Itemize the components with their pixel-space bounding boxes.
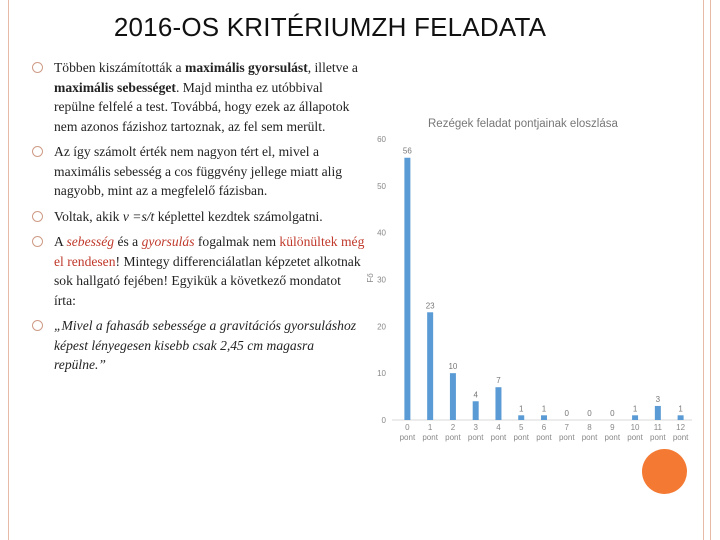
x-tick-label-unit: pont [422, 433, 438, 442]
x-tick-label-number: 10 [630, 423, 640, 432]
chart-title: Rezégek feladat pontjainak eloszlása [428, 118, 618, 130]
bar-data-label: 1 [541, 404, 547, 414]
x-tick-label-unit: pont [650, 433, 666, 442]
bullet-text-segment: különültek még el rendesen [54, 234, 365, 269]
bullet-circle-icon [32, 320, 43, 331]
y-tick-label: 30 [377, 275, 386, 285]
x-tick-label-unit: pont [604, 433, 621, 442]
bar-data-label: 4 [473, 390, 478, 400]
bullet-text-segment: v =s/t [122, 208, 155, 224]
bar-data-label: 0 [610, 409, 615, 418]
bar [655, 406, 661, 420]
bullet-text-segment: maximális sebességet [54, 79, 176, 95]
bullet-item [30, 316, 365, 375]
bullet-text-segment: Voltak, akik [54, 208, 123, 224]
bar [404, 158, 410, 420]
bullet-text-segment: , illetve a [307, 60, 358, 75]
bar-data-label: 10 [448, 362, 458, 372]
bullet-item [30, 232, 365, 310]
bar [541, 415, 547, 420]
x-tick-label-number: 9 [610, 423, 615, 432]
x-tick-label-number: 6 [541, 423, 547, 432]
bullet-text-segment: Többen kiszámították a [54, 60, 185, 75]
x-tick-label-unit: pont [399, 433, 416, 442]
bullet-circle-icon [32, 211, 43, 222]
bar-data-label: 1 [678, 404, 683, 414]
bar [678, 415, 684, 420]
bar-data-label: 0 [564, 409, 569, 418]
bar [427, 312, 433, 420]
x-tick-label-unit: pont [467, 433, 484, 442]
bullet-text-segment: . Majd mintha ez utóbbival repülne felfelé a test. Továbbá, hogy ezek az állapotok nem azonos fázishoz tartoznak, az fel sem merült. [54, 79, 350, 134]
decorative-border-line-right-1 [703, 0, 704, 540]
bullet-text-segment: és a [114, 234, 142, 249]
x-tick-label-number: 12 [676, 423, 686, 432]
bullet-text-segment: fogalmak nem [194, 234, 280, 249]
x-tick-label-number: 3 [473, 423, 478, 432]
bullet-list [30, 58, 365, 381]
y-tick-label: 0 [381, 416, 386, 425]
x-tick-label-number: 11 [653, 423, 663, 432]
x-tick-label-number: 5 [519, 423, 524, 432]
bar-data-label: 1 [519, 404, 524, 414]
x-tick-label-unit: pont [672, 433, 689, 442]
bullet-text-segment: sebesség [66, 234, 115, 249]
x-tick-label-unit: pont [536, 433, 552, 442]
x-tick-label-number: 4 [496, 423, 501, 432]
bullet-text-segment: maximális gyorsulást [185, 60, 308, 75]
bullet-item [30, 58, 365, 136]
bar-data-label: 0 [587, 409, 592, 418]
y-tick-label: 10 [377, 369, 386, 379]
x-tick-label-number: 2 [450, 423, 456, 432]
bar [632, 415, 638, 420]
bar [450, 373, 456, 420]
x-tick-label-number: 7 [564, 423, 569, 432]
decorative-border-line-right-2 [710, 0, 711, 540]
bullet-text-segment: „Mivel a fahasáb sebessége a gravitációs gyorsuláshoz képest lényegesen kisebb csak 2,45 cm magasra repülne.” [54, 318, 357, 372]
bar [518, 415, 524, 420]
bullet-text-segment: gyorsulás [141, 234, 195, 249]
x-tick-label-number: 0 [405, 423, 410, 432]
x-tick-label-number: 8 [587, 423, 592, 432]
bullet-text-segment: ! Mintegy differenciálatlan képzetet alkotnak sok hallgató fejében! Egyikük a következő mondatot írta: [54, 253, 361, 308]
distribution-bar-chart [360, 108, 700, 448]
bullet-text-segment: Az így számolt érték nem nagyon tért el, mivel a maximális sebesség a cos függvény jellege miatt alig nagyobb, mint az a megfelelő fázisban. [54, 144, 343, 198]
x-tick-label-unit: pont [490, 433, 507, 442]
decorative-border-line-left [8, 0, 9, 540]
chart-y-axis-label: Fő [366, 273, 375, 283]
x-tick-label-number: 1 [427, 423, 433, 432]
bullet-circle-icon [32, 146, 43, 157]
bar-data-label: 7 [496, 376, 501, 386]
bullet-text-segment: A [54, 234, 67, 249]
bar-data-label: 23 [425, 301, 435, 311]
bullet-item [30, 207, 365, 227]
bar [473, 401, 479, 420]
y-tick-label: 20 [377, 322, 386, 332]
bar-data-label: 3 [655, 394, 661, 404]
bullet-circle-icon [32, 62, 43, 73]
bar-data-label: 1 [632, 404, 638, 414]
bullet-circle-icon [32, 236, 43, 247]
bar-data-label: 56 [402, 146, 412, 156]
x-tick-label-unit: pont [581, 433, 598, 442]
bullet-item [30, 142, 365, 201]
x-tick-label-unit: pont [445, 433, 461, 442]
bar [495, 387, 501, 420]
x-tick-label-unit: pont [513, 433, 530, 442]
bullet-text-segment: képlettel kezdtek számolgatni. [154, 208, 323, 224]
slide-title: 2016-OS KRITÉRIUMZH FELADATA [113, 12, 547, 42]
decorative-orange-circle [642, 449, 687, 494]
y-tick-label: 40 [377, 228, 386, 238]
x-tick-label-unit: pont [627, 433, 643, 442]
y-tick-label: 50 [377, 181, 386, 191]
x-tick-label-unit: pont [558, 433, 575, 442]
y-tick-label: 60 [377, 135, 386, 144]
